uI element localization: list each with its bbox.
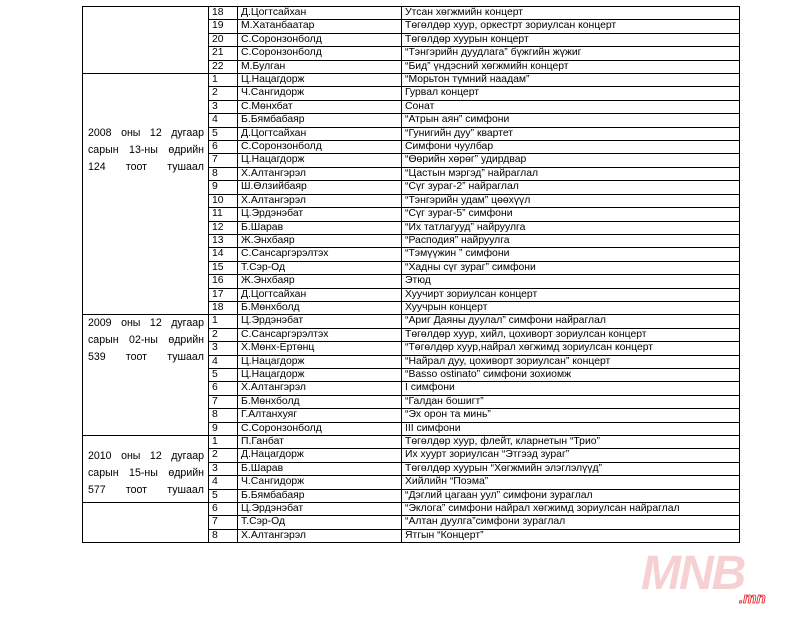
author-cell: С.Сансаргэрэлтэх — [238, 328, 402, 341]
number-cell: 3 — [209, 342, 238, 355]
work-cell: Гурвал концерт — [402, 87, 740, 100]
number-cell: 22 — [209, 60, 238, 73]
author-cell: Ц.Нацагдорж — [238, 154, 402, 167]
author-cell: Ч.Сангидорж — [238, 87, 402, 100]
work-cell: “Хадны сүг зураг” симфони — [402, 261, 740, 274]
number-cell: 9 — [209, 181, 238, 194]
order-label-line: 2009 оны 12 дугаар — [88, 317, 204, 330]
number-cell: 1 — [209, 436, 238, 449]
work-cell: “Их татлагууд” найруулга — [402, 221, 740, 234]
work-cell: “Basso ostinato” симфони зохиомж — [402, 368, 740, 381]
work-cell: “Эклога” симфони найрал хөгжимд зориулсан найраглал — [402, 503, 740, 516]
works-table-body — [83, 7, 740, 543]
number-cell: 7 — [209, 154, 238, 167]
number-cell: 15 — [209, 261, 238, 274]
number-cell: 10 — [209, 194, 238, 207]
order-label-line: 2010 оны 12 дугаар — [88, 450, 204, 462]
author-cell: Д.Цогтсайхан — [238, 7, 402, 20]
number-cell: 3 — [209, 462, 238, 475]
author-cell: С.Соронзонболд — [238, 141, 402, 154]
author-cell: М.Хатанбаатар — [238, 20, 402, 33]
work-cell: “Тэмүүжин ” симфони — [402, 248, 740, 261]
work-cell: I симфони — [402, 382, 740, 395]
author-cell: Ж.Энхбаяр — [238, 275, 402, 288]
author-cell: С.Соронзонболд — [238, 422, 402, 435]
work-cell: Төгөлдөр хуур, оркестрт зориулсан концерт — [402, 20, 740, 33]
author-cell: Б.Мөнхболд — [238, 301, 402, 314]
number-cell: 2 — [209, 328, 238, 341]
order-cell — [83, 7, 209, 74]
number-cell: 4 — [209, 355, 238, 368]
author-cell: С.Сансаргэрэлтэх — [238, 248, 402, 261]
work-cell: Этюд — [402, 275, 740, 288]
author-cell: П.Ганбат — [238, 436, 402, 449]
author-cell: С.Мөнхбат — [238, 100, 402, 113]
author-cell: Д.Нацагдорж — [238, 449, 402, 462]
mnb-logo — [639, 546, 779, 608]
author-cell: Ч.Сангидорж — [238, 476, 402, 489]
author-cell: Х.Алтангэрэл — [238, 194, 402, 207]
work-cell: “Ариг Даяны дуулал” симфони найраглал — [402, 315, 740, 328]
work-cell: “Морьтон түмний наадам” — [402, 74, 740, 87]
work-cell: “Сүг зураг-5” симфони — [402, 208, 740, 221]
order-label-line: 539 тоот тушаал — [88, 351, 204, 364]
order-label-line: 577 тоот тушаал — [88, 484, 204, 496]
work-cell: Их хуурт зориулсан “Этгээд зураг” — [402, 449, 740, 462]
work-cell: “Гунигийн дуу” квартет — [402, 127, 740, 140]
table-row — [83, 7, 740, 20]
order-cell — [83, 503, 209, 543]
number-cell: 4 — [209, 476, 238, 489]
author-cell: Д.Цогтсайхан — [238, 288, 402, 301]
number-cell: 20 — [209, 33, 238, 46]
work-cell: “Бид” үндэсний хөгжмийн концерт — [402, 60, 740, 73]
number-cell: 17 — [209, 288, 238, 301]
work-cell: Төгөлдөр хуурын концерт — [402, 33, 740, 46]
number-cell: 6 — [209, 382, 238, 395]
number-cell: 5 — [209, 127, 238, 140]
number-cell: 12 — [209, 221, 238, 234]
work-cell: Ятгын “Концерт” — [402, 529, 740, 542]
work-cell: Хийлийн “Поэма” — [402, 476, 740, 489]
logo-domain: .mn — [739, 590, 766, 607]
author-cell: Б.Мөнхболд — [238, 395, 402, 408]
work-cell: “Эх орон та минь” — [402, 409, 740, 422]
work-cell: Төгөлдөр хуур, флейт, кларнетын “Трио” — [402, 436, 740, 449]
work-cell: “Найрал дуу, цохиворт зориулсан” концерт — [402, 355, 740, 368]
author-cell: Ж.Энхбаяр — [238, 234, 402, 247]
order-label-line: 2008 оны 12 дугаар — [88, 127, 204, 140]
author-cell: Б.Шарав — [238, 462, 402, 475]
number-cell: 18 — [209, 301, 238, 314]
work-cell: “Галдан бошигт” — [402, 395, 740, 408]
number-cell: 11 — [209, 208, 238, 221]
author-cell: С.Соронзонболд — [238, 47, 402, 60]
number-cell: 6 — [209, 503, 238, 516]
number-cell: 8 — [209, 409, 238, 422]
work-cell: Утсан хөгжмийн концерт — [402, 7, 740, 20]
logo-text: MNB — [641, 547, 745, 600]
author-cell: Г.Алтанхуяг — [238, 409, 402, 422]
number-cell: 18 — [209, 7, 238, 20]
work-cell: Хуучрын концерт — [402, 301, 740, 314]
table-row — [83, 503, 740, 516]
author-cell: Х.Мөнх-Ертөнц — [238, 342, 402, 355]
author-cell: С.Соронзонболд — [238, 33, 402, 46]
work-cell: Сонат — [402, 100, 740, 113]
author-cell: Ц.Эрдэнэбат — [238, 503, 402, 516]
number-cell: 2 — [209, 449, 238, 462]
work-cell: “Цастын мэргэд” найраглал — [402, 167, 740, 180]
work-cell: “Атрын аян” симфони — [402, 114, 740, 127]
author-cell: Т.Сэр-Од — [238, 516, 402, 529]
order-label-line: сарын 13-ны өдрийн — [88, 144, 204, 157]
author-cell: Ц.Нацагдорж — [238, 74, 402, 87]
number-cell: 9 — [209, 422, 238, 435]
work-cell: “Алтан дуулга”симфони зураглал — [402, 516, 740, 529]
table-row — [83, 74, 740, 87]
number-cell: 21 — [209, 47, 238, 60]
work-cell: “Расподия” найруулга — [402, 234, 740, 247]
number-cell: 8 — [209, 167, 238, 180]
work-cell: III симфони — [402, 422, 740, 435]
author-cell: Б.Бямбабаяр — [238, 489, 402, 502]
work-cell: “Дэглий цагаан уул” симфони зураглал — [402, 489, 740, 502]
order-cell — [83, 74, 209, 315]
order-cell — [83, 315, 209, 436]
author-cell: Ц.Эрдэнэбат — [238, 208, 402, 221]
table-row — [83, 315, 740, 328]
order-label-line: 124 тоот тушаал — [88, 161, 204, 174]
number-cell: 16 — [209, 275, 238, 288]
number-cell: 4 — [209, 114, 238, 127]
work-cell: “Тэнгэрийн дуудлага” бүжгийн жүжиг — [402, 47, 740, 60]
works-table — [82, 6, 740, 543]
author-cell: Ц.Эрдэнэбат — [238, 315, 402, 328]
work-cell: “Өөрийн хөрөг” удирдвар — [402, 154, 740, 167]
number-cell: 7 — [209, 516, 238, 529]
work-cell: Хуучирт зориулсан концерт — [402, 288, 740, 301]
author-cell: Х.Алтангэрэл — [238, 382, 402, 395]
number-cell: 13 — [209, 234, 238, 247]
order-label-line: сарын 02-ны өдрийн — [88, 334, 204, 347]
author-cell: Ш.Өлзийбаяр — [238, 181, 402, 194]
author-cell: М.Булган — [238, 60, 402, 73]
work-cell: Төгөлдөр хуур, хийл, цохиворт зориулсан концерт — [402, 328, 740, 341]
author-cell: Ц.Нацагдорж — [238, 368, 402, 381]
author-cell: Б.Бямбабаяр — [238, 114, 402, 127]
number-cell: 3 — [209, 100, 238, 113]
author-cell: Б.Шарав — [238, 221, 402, 234]
number-cell: 5 — [209, 489, 238, 502]
work-cell: “Төгөлдөр хуур,найрал хөгжимд зориулсан концерт — [402, 342, 740, 355]
work-cell: Төгөлдөр хуурын “Хөгжмийн элэглэлүүд” — [402, 462, 740, 475]
number-cell: 2 — [209, 87, 238, 100]
work-cell: “Сүг зураг-2” найраглал — [402, 181, 740, 194]
order-cell — [83, 436, 209, 503]
author-cell: Х.Алтангэрэл — [238, 529, 402, 542]
number-cell: 19 — [209, 20, 238, 33]
work-cell: “Тэнгэрийн удам” цөөхүүл — [402, 194, 740, 207]
number-cell: 1 — [209, 315, 238, 328]
number-cell: 14 — [209, 248, 238, 261]
number-cell: 5 — [209, 368, 238, 381]
order-label-line: сарын 15-ны өдрийн — [88, 467, 204, 479]
number-cell: 7 — [209, 395, 238, 408]
author-cell: Х.Алтангэрэл — [238, 167, 402, 180]
number-cell: 8 — [209, 529, 238, 542]
number-cell: 1 — [209, 74, 238, 87]
work-cell: Симфони чуулбар — [402, 141, 740, 154]
number-cell: 6 — [209, 141, 238, 154]
author-cell: Т.Сэр-Од — [238, 261, 402, 274]
author-cell: Ц.Нацагдорж — [238, 355, 402, 368]
table-row — [83, 436, 740, 449]
author-cell: Д.Цогтсайхан — [238, 127, 402, 140]
